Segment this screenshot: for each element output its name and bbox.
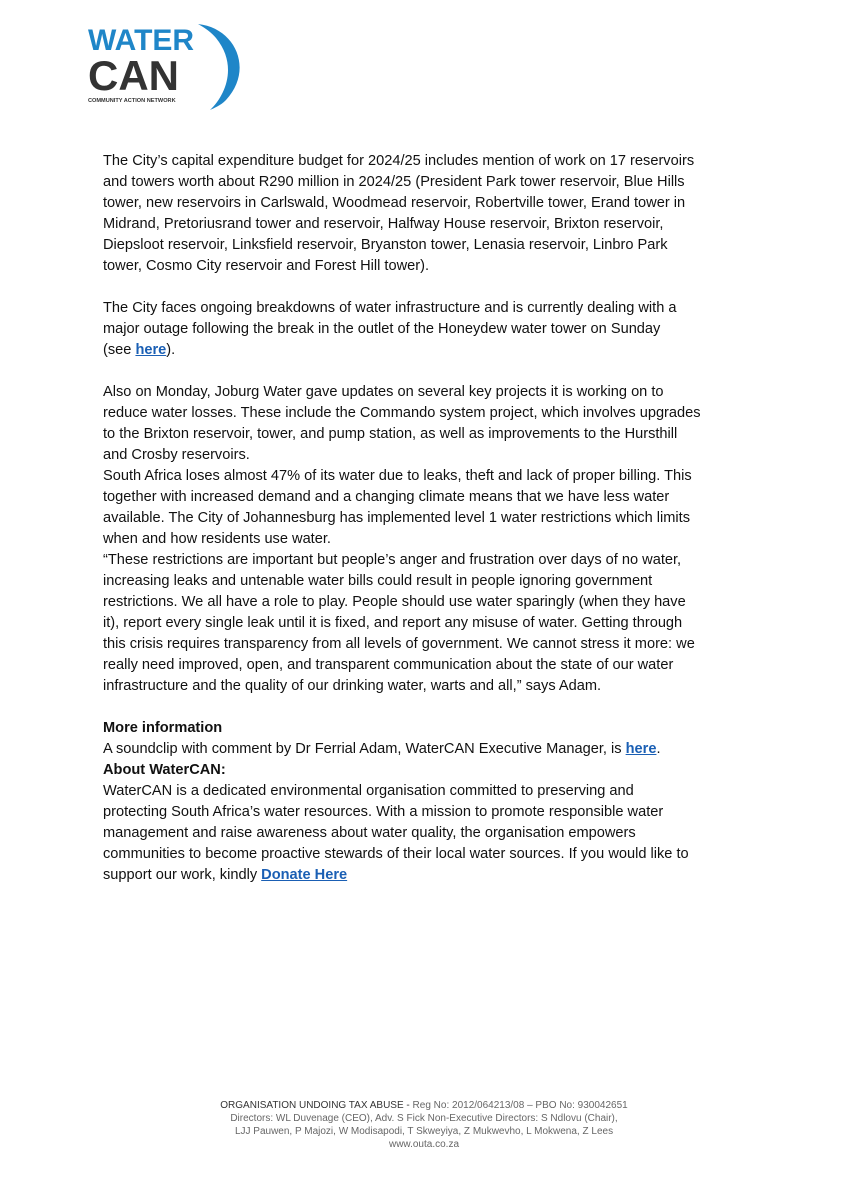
footer bbox=[0, 1099, 848, 1151]
text-line bbox=[103, 340, 701, 361]
logo-word-can: CAN bbox=[88, 52, 179, 99]
about-heading: About WaterCAN: bbox=[103, 762, 226, 778]
footer-directors-2: LJJ Pauwen, P Majozi, W Modisapodi, T Skweyiya, Z Mukwevho, L Mokwena, Z Lees bbox=[234, 1126, 614, 1137]
text-line: tower, new reservoirs in Carlswald, Woodmead reservoir, Robertville tower, Erand tower in bbox=[103, 195, 686, 211]
text-line: South Africa loses almost 47% of its water due to leaks, theft and lack of proper billing. This bbox=[103, 468, 692, 484]
text-line: protecting South Africa’s water resources. With a mission to promote responsible water bbox=[103, 804, 664, 820]
text-line: The City’s capital expenditure budget for 2024/25 includes mention of work on 17 reservoirs bbox=[103, 153, 695, 169]
text-line: Diepsloot reservoir, Linksfield reservoir, Bryanston tower, Lenasia reservoir, Linbro Park bbox=[103, 237, 668, 253]
watercan-logo bbox=[86, 20, 246, 112]
text: ). bbox=[166, 342, 176, 358]
text-line: communities to become proactive stewards of their local water sources. If you would like to bbox=[103, 846, 689, 862]
text-line: major outage following the break in the outlet of the Honeydew water tower on Sunday bbox=[103, 321, 661, 337]
soundclip-line bbox=[103, 739, 701, 760]
text-line: really need improved, open, and transparent communication about the state of our water bbox=[103, 657, 674, 673]
logo-tagline: COMMUNITY ACTION NETWORK bbox=[88, 98, 176, 104]
text-line: The City faces ongoing breakdowns of water infrastructure and is currently dealing with a bbox=[103, 300, 677, 316]
text-line: restrictions. We all have a role to play. People should use water sparingly (when they have bbox=[103, 594, 686, 610]
text-line: reduce water losses. These include the Commando system project, which involves upgrades bbox=[103, 405, 701, 421]
footer-reg: Reg No: 2012/064213/08 – PBO No: 930042651 bbox=[409, 1100, 628, 1111]
more-info-heading: More information bbox=[103, 720, 223, 736]
text-line: infrastructure and the quality of our drinking water, warts and all,” says Adam. bbox=[103, 678, 602, 694]
text: . bbox=[656, 741, 661, 757]
text-line: increasing leaks and untenable water bills could result in people ignoring government bbox=[103, 573, 653, 589]
soundclip-link[interactable]: here bbox=[625, 741, 657, 757]
footer-org: ORGANISATION UNDOING TAX ABUSE - bbox=[220, 1100, 410, 1111]
text-line: management and raise awareness about water quality, the organisation empowers bbox=[103, 825, 636, 841]
text-line: available. The City of Johannesburg has implemented level 1 water restrictions which limits bbox=[103, 510, 690, 526]
text: A soundclip with comment by Dr Ferrial Adam, WaterCAN Executive Manager, is bbox=[103, 741, 626, 757]
text-line: WaterCAN is a dedicated environmental organisation committed to preserving and bbox=[103, 783, 634, 799]
text-line: Midrand, Pretoriusrand tower and reservoir, Halfway House reservoir, Brixton reservoir, bbox=[103, 216, 664, 232]
text-line: it), report every single leak until it is fixed, and report any misuse of water. Getting through bbox=[103, 615, 683, 631]
paragraph-about bbox=[103, 781, 701, 886]
paragraph-updates bbox=[103, 382, 701, 697]
text-line: this crisis requires transparency from all levels of government. We cannot stress it more: we bbox=[103, 636, 695, 652]
donate-link[interactable]: Donate Here bbox=[261, 867, 348, 883]
footer-line-1 bbox=[0, 1099, 848, 1112]
text-line: tower, Cosmo City reservoir and Forest Hill tower). bbox=[103, 258, 430, 274]
here-link[interactable]: here bbox=[135, 342, 167, 358]
text: (see bbox=[103, 342, 136, 358]
text-line bbox=[103, 865, 701, 886]
footer-website: www.outa.co.za bbox=[388, 1139, 460, 1150]
logo-word-water: WATER bbox=[88, 24, 195, 57]
footer-directors: Directors: WL Duvenage (CEO), Adv. S Fick Non-Executive Directors: S Ndlovu (Chair), bbox=[230, 1113, 618, 1124]
text-line: and Crosby reservoirs. bbox=[103, 447, 250, 463]
text-line: and towers worth about R290 million in 2024/25 (President Park tower reservoir, Blue Hills bbox=[103, 174, 685, 190]
text-line: together with increased demand and a changing climate means that we have less water bbox=[103, 489, 670, 505]
text: support our work, kindly bbox=[103, 867, 262, 883]
document-body bbox=[103, 151, 701, 886]
paragraph-capex bbox=[103, 151, 701, 277]
paragraph-breakdowns bbox=[103, 298, 701, 361]
text-line: to the Brixton reservoir, tower, and pump station, as well as improvements to the Hursthill bbox=[103, 426, 678, 442]
text-line: Also on Monday, Joburg Water gave updates on several key projects it is working on to bbox=[103, 384, 664, 400]
text-line: “These restrictions are important but people’s anger and frustration over days of no water, bbox=[103, 552, 682, 568]
text-line: when and how residents use water. bbox=[103, 531, 331, 547]
